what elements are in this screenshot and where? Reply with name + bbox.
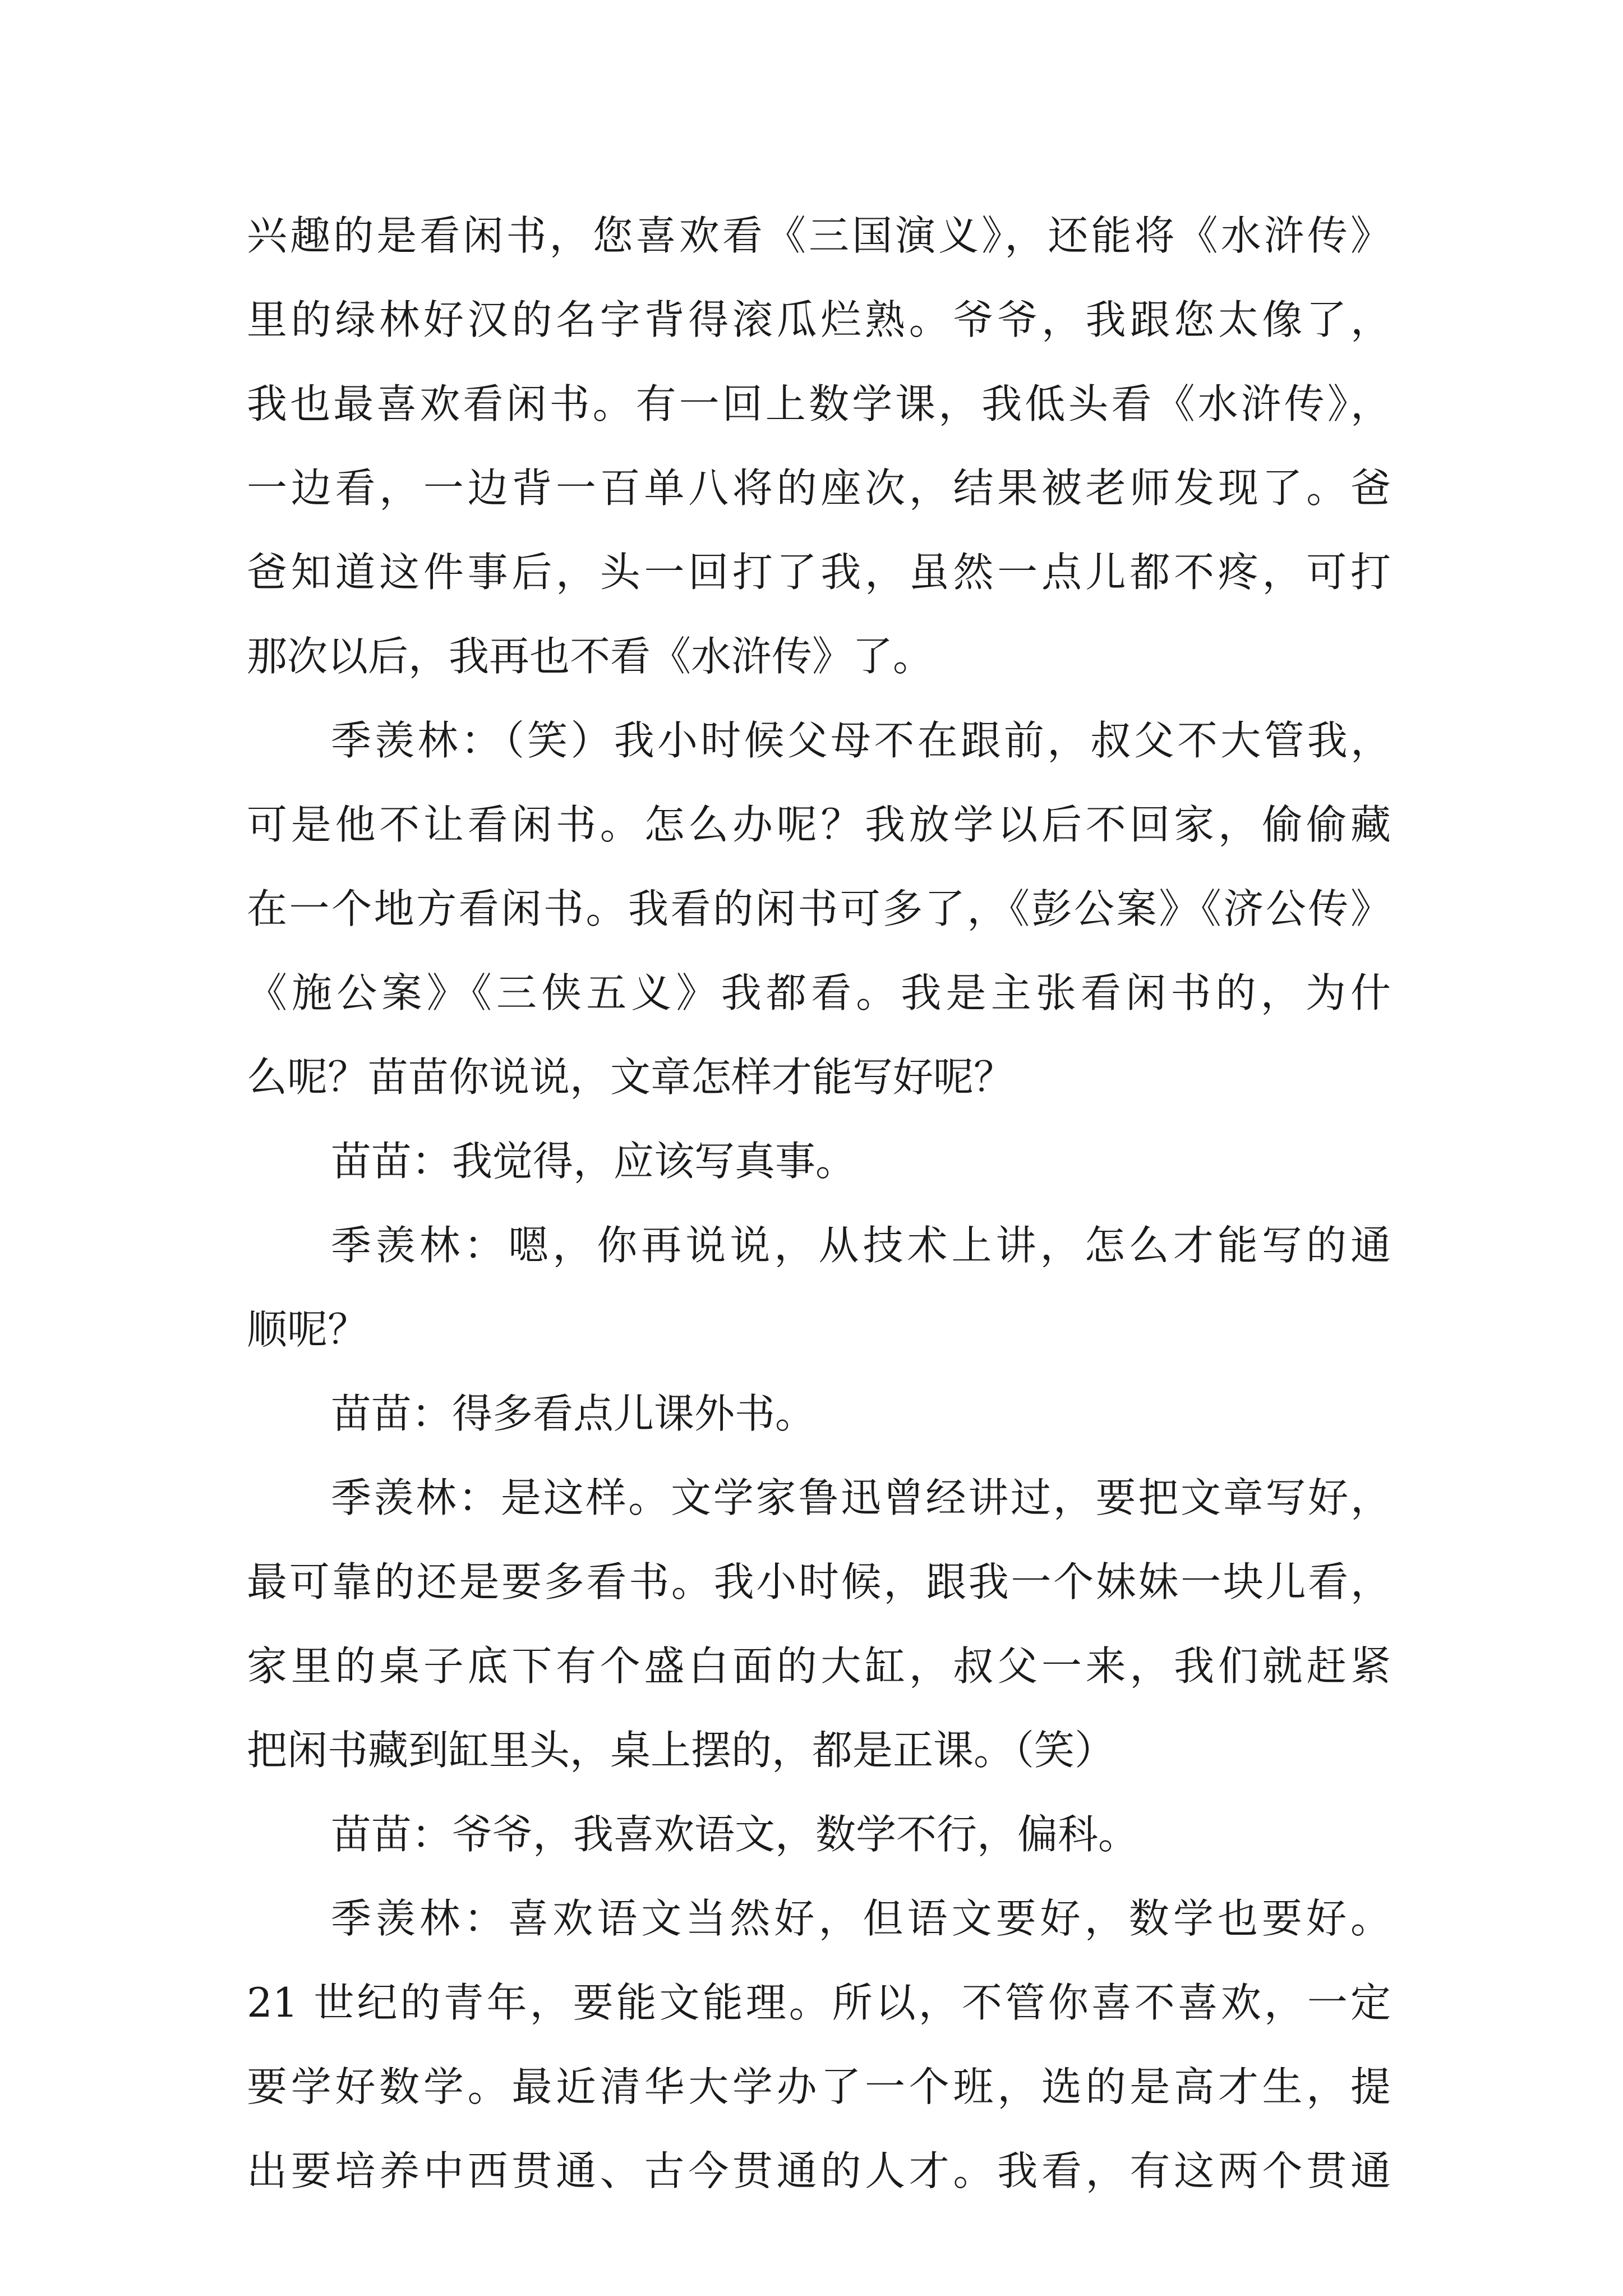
text-line: 要学好数学。最近清华大学办了一个班，选的是高才生，提 <box>247 2063 1391 2110</box>
text-line: 么呢？苗苗你说说，文章怎样才能写好呢？ <box>247 1053 1015 1101</box>
text-line: 兴趣的是看闲书，您喜欢看《三国演义》，还能将《水浒传》 <box>247 212 1391 259</box>
text-line: 季羡林：嗯，你再说说，从技术上讲，怎么才能写的通 <box>331 1222 1391 1269</box>
text-line: 那次以后，我再也不看《水浒传》了。 <box>247 633 934 680</box>
body-text <box>247 194 1391 2213</box>
text-line: 最可靠的还是要多看书。我小时候，跟我一个妹妹一块儿看， <box>247 1558 1391 1605</box>
text-line: 出要培养中西贯通、古今贯通的人才。我看，有这两个贯通 <box>247 2147 1391 2194</box>
text-line: 家里的桌子底下有个盛白面的大缸，叔父一来，我们就赶紧 <box>247 1642 1391 1690</box>
text-line: 季羡林：（笑）我小时候父母不在跟前，叔父不大管我， <box>331 717 1391 764</box>
text-line: 把闲书藏到缸里头，桌上摆的，都是正课。（笑） <box>247 1727 1115 1774</box>
text-line: 季羡林：喜欢语文当然好，但语文要好，数学也要好。 <box>331 1895 1391 1942</box>
text-line: 在一个地方看闲书。我看的闲书可多了，《彭公案》《济公传》 <box>247 885 1391 932</box>
text-line: 爸知道这件事后，头一回打了我，虽然一点儿都不疼，可打 <box>247 549 1391 596</box>
text-line: 苗苗：爷爷，我喜欢语文，数学不行，偏科。 <box>331 1811 1139 1858</box>
text-line: 季羡林：是这样。文学家鲁迅曾经讲过，要把文章写好， <box>331 1474 1391 1521</box>
text-line: 顺呢？ <box>247 1306 368 1353</box>
text-line: 我也最喜欢看闲书。有一回上数学课，我低头看《水浒传》， <box>247 380 1391 427</box>
text-line: 一边看，一边背一百单八将的座次，结果被老师发现了。爸 <box>247 464 1391 512</box>
text-line: 《施公案》《三侠五义》我都看。我是主张看闲书的，为什 <box>247 969 1391 1016</box>
text-line: 苗苗：我觉得，应该写真事。 <box>331 1138 856 1185</box>
text-line: 苗苗：得多看点儿课外书。 <box>331 1390 816 1437</box>
text-line: 里的绿林好汉的名字背得滚瓜烂熟。爷爷，我跟您太像了， <box>247 296 1391 343</box>
text-line: 可是他不让看闲书。怎么办呢？我放学以后不回家，偷偷藏 <box>247 801 1391 848</box>
text-line: 21 世纪的青年，要能文能理。所以，不管你喜不喜欢，一定 <box>247 1979 1391 2026</box>
